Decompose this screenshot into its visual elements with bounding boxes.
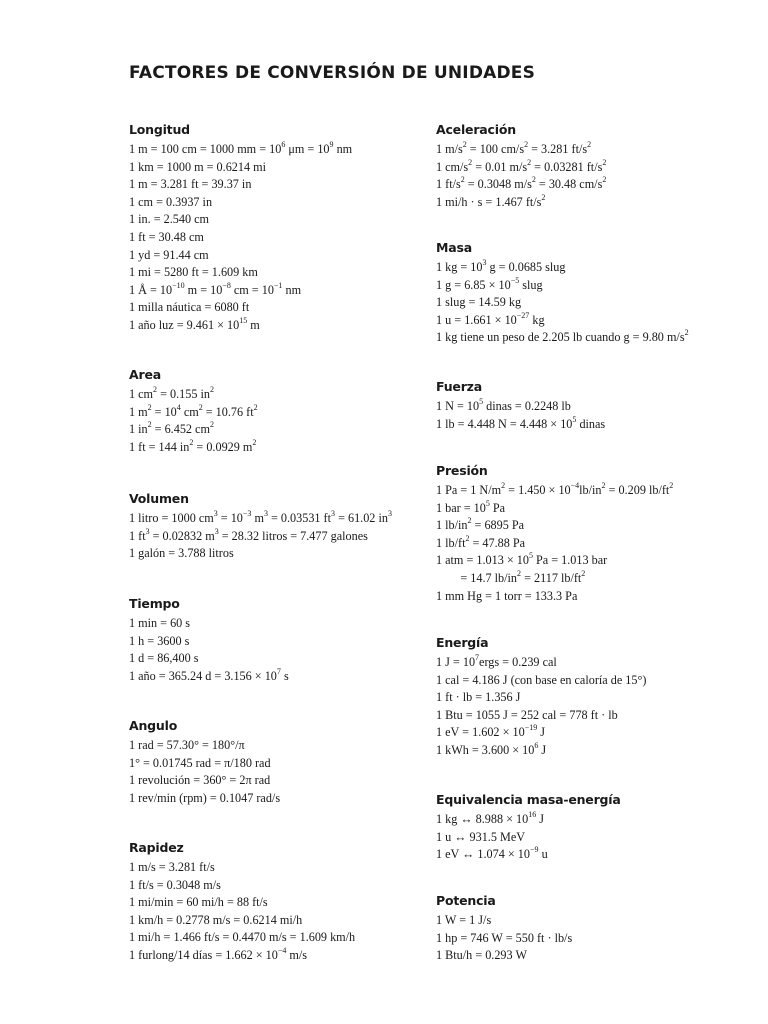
conversion-line: 1 kg ↔ $8.988 \times 10^{16}$ J [436, 809, 544, 826]
section-volumen [129, 491, 392, 563]
conversion-line: 1 cal = 4.186 J (con base en caloría de 15°) [436, 672, 647, 687]
conversion-line: 1 kg = $10^3$ g = 0.0685 slug [436, 257, 566, 274]
conversion-line: 1 m = 100 cm = 1000 mm = $10^6$ $\mu m = 10^9$ nm [129, 139, 353, 156]
conversion-line: 1 ft · lb = 1.356 J [436, 690, 521, 705]
conversion-list [129, 859, 355, 965]
conversion-line: 1° = 0.01745 rad = π/180 rad [129, 755, 271, 770]
conversion-list [129, 141, 352, 335]
conversion-line: 1 kg tiene un peso de 2.205 lb cuando g = 9.80 $m/s^2$ [436, 328, 689, 345]
conversion-line: 1 slug = 14.59 kg [436, 295, 522, 310]
conversion-list [436, 141, 606, 211]
section-potencia [436, 893, 572, 965]
conversion-line: 1 Å = $10^{-10}$ $m = 10^{-8}$ cm = $10^{-1}$ nm [129, 280, 302, 297]
section-title: Equivalencia masa-energía [436, 792, 621, 807]
conversion-line: 1 rad = 57.30° = 180°/π [129, 738, 245, 752]
conversion-line: 1 $N = 10^5$ dinas = 0.2248 lb [436, 396, 571, 413]
conversion-list [436, 482, 673, 605]
conversion-line: 1 $u = 1.661 \times 10^{-27}$ kg [436, 310, 545, 327]
conversion-line: 1 eV = $1.602 \times 10^{-19}$ J [436, 723, 545, 740]
section-title: Rapidez [129, 840, 184, 855]
conversion-line: 1 yd = 91.44 cm [129, 247, 209, 262]
conversion-line: 1 ft/s = 0.3048 m/s [129, 877, 221, 892]
conversion-line: 1 mi/min = 60 mi/h = 88 ft/s [129, 895, 268, 910]
conversion-line: 1 mi/h = 1.466 ft/s = 0.4470 m/s = 1.609 km/h [129, 930, 356, 945]
section-title: Tiempo [129, 596, 180, 611]
conversion-line: 1 kWh = $3.600 \times 10^6$ J [436, 740, 547, 757]
conversion-line: 1 año luz = $9.461 \times 10^{15}$ m [129, 315, 260, 332]
conversion-line: 1 eV ↔ $1.074 \times 10^{-9}$ u [436, 845, 548, 862]
conversion-line: 1 mm Hg = 1 torr = 133.3 Pa [436, 588, 578, 603]
conversion-line: 1 $m^2 = 10^4$ $cm^2 = 10.76$ $ft^2$ [129, 402, 258, 419]
conversion-line: 1 atm = $1.013 \times 10^5$ Pa = 1.013 bar [436, 551, 608, 568]
conversion-line: 1 $m/s^2 = 100$ $cm/s^2 = 3.281$ $ft/s^2$ [436, 139, 592, 156]
section-title: Energía [436, 635, 489, 650]
section-equivalencia [436, 792, 621, 864]
conversion-line: 1 h = 3600 s [129, 633, 190, 648]
conversion-line: 1 Pa = 1 $N/m^2 = 1.450 \times 10^{-4}lb/in^2 = 0.209$ $lb/ft^2$ [436, 480, 674, 497]
conversion-line: 1 d = 86,400 s [129, 651, 199, 666]
section-longitud [129, 122, 352, 335]
conversion-line: 1 furlong/14 días = $1.662 \times 10^{-4}$ m/s [129, 945, 307, 962]
section-title: Volumen [129, 491, 189, 506]
conversion-line: 1 mi/h · s = 1.467 $ft/s^2$ [436, 192, 546, 209]
conversion-list [129, 386, 258, 456]
conversion-line: 1 rev/min (rpm) = 0.1047 rad/s [129, 790, 281, 805]
conversion-line: 1 $cm/s^2 = 0.01$ $m/s^2 = 0.03281$ $ft/s^2$ [436, 157, 607, 174]
section-energia [436, 635, 646, 760]
section-title: Aceleración [436, 122, 516, 137]
conversion-line: 1 ft = 144 $in^2 = 0.0929$ $m^2$ [129, 437, 257, 454]
conversion-line: 1 Btu = 1055 J = 252 cal = 778 ft · lb [436, 707, 618, 722]
section-title: Fuerza [436, 379, 482, 394]
conversion-line: = 14.7 $lb/in^2 = 2117$ $lb/ft^2$ [436, 568, 586, 585]
section-masa [436, 240, 689, 347]
conversion-line: 1 litro = 1000 $cm^3 = 10^{-3}$ $m^3 = 0.03531$ $ft^3 = 61.02$ $in^3$ [129, 508, 392, 525]
conversion-list [436, 398, 605, 433]
conversion-line: 1 m/s = 3.281 ft/s [129, 860, 215, 874]
section-tiempo [129, 596, 289, 685]
section-angulo [129, 718, 280, 807]
conversion-list [436, 654, 646, 760]
conversion-line: 1 $ft/s^2 = 0.3048$ $m/s^2 = 30.48$ $cm/s^2$ [436, 175, 607, 192]
conversion-line: 1 bar = $10^5$ Pa [436, 498, 506, 515]
conversion-line: 1 revolución = 360° = 2π rad [129, 773, 271, 788]
conversion-line: 1 km/h = 0.2778 m/s = 0.6214 mi/h [129, 912, 303, 927]
section-presion [436, 463, 673, 605]
conversion-line: 1 in. = 2.540 cm [129, 212, 209, 227]
conversion-list [129, 615, 289, 685]
conversion-line: 1 cm = 0.3937 in [129, 194, 213, 209]
section-aceleracion [436, 122, 606, 211]
section-title: Angulo [129, 718, 178, 733]
section-fuerza [436, 379, 605, 433]
conversion-line: 1 m = 3.281 ft = 39.37 in [129, 177, 252, 192]
section-title: Area [129, 367, 161, 382]
conversion-line: 1 $cm^2 = 0.155$ $in^2$ [129, 384, 214, 401]
conversion-line: 1 hp = 746 W = 550 ft · lb/s [436, 930, 573, 945]
section-rapidez [129, 840, 355, 965]
conversion-line: 1 $J = 10^7ergs = 0.239$ cal [436, 652, 557, 669]
conversion-line: 1 lb = 4.448 $N = 4.448 \times 10^5$ dinas [436, 414, 606, 431]
conversion-line: 1 min = 60 s [129, 616, 191, 630]
conversion-line: 1 $lb/ft^2 = 47.88$ Pa [436, 533, 526, 550]
conversion-line: 1 km = 1000 m = 0.6214 mi [129, 159, 266, 174]
section-area [129, 367, 258, 456]
section-title: Potencia [436, 893, 496, 908]
page-title: FACTORES DE CONVERSIÓN DE UNIDADES [129, 63, 536, 83]
conversion-line: 1 $ft^3 = 0.02832$ $m^3 = 28.32$ litros = 7.477 galones [129, 526, 368, 543]
conversion-list [436, 259, 689, 347]
conversion-line: 1 milla náutica = 6080 ft [129, 300, 250, 315]
conversion-list [129, 510, 392, 563]
conversion-line: 1 $in^2 = 6.452$ $cm^2$ [129, 420, 214, 437]
section-title: Longitud [129, 122, 190, 137]
conversion-line: 1 W = 1 J/s [436, 913, 492, 927]
conversion-list [436, 811, 621, 864]
conversion-line: 1 u ↔ 931.5 MeV [436, 829, 526, 844]
conversion-line: 1 mi = 5280 ft = 1.609 km [129, 265, 258, 280]
conversion-line: 1 $lb/in^2 = 6895$ Pa [436, 516, 525, 533]
section-title: Masa [436, 240, 472, 255]
conversion-list [129, 737, 280, 807]
conversion-list [436, 912, 572, 965]
conversion-line: 1 año = 365.24 $d = 3.156 \times 10^7$ s [129, 666, 289, 683]
section-title: Presión [436, 463, 488, 478]
conversion-line: 1 Btu/h = 0.293 W [436, 948, 527, 963]
conversion-line: 1 ft = 30.48 cm [129, 229, 204, 244]
conversion-line: 1 galón = 3.788 litros [129, 546, 234, 561]
conversion-line: 1 $g = 6.85 \times 10^{-5}$ slug [436, 275, 543, 292]
